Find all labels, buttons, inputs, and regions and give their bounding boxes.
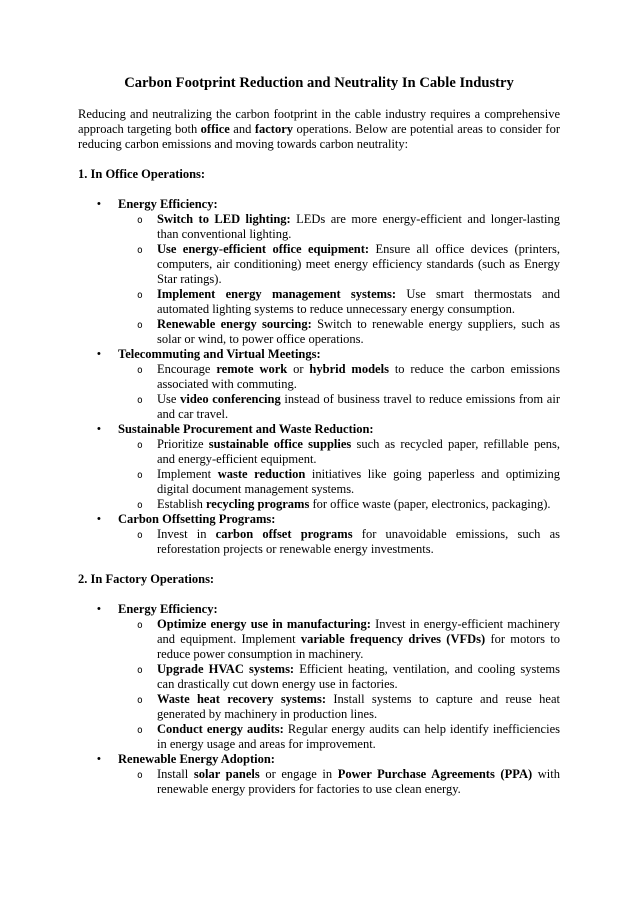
text-run: operations. Below are potential areas to consider for reducing carbon emissions and moving towards carbon neutrality:	[78, 122, 560, 151]
bold-text-run: Use energy-efficient office equipment:	[157, 242, 370, 256]
bold-text-run: hybrid models	[309, 362, 389, 376]
list-item	[78, 422, 560, 437]
bullet-icon: •	[97, 513, 101, 525]
sub-list-item	[78, 662, 560, 692]
bold-text-run: Carbon Offsetting Programs:	[118, 512, 276, 526]
sub-bullet-icon: o	[137, 724, 143, 736]
text-run: Reducing and neutralizing the carbon footprint in the cable industry requires a comprehensive approach targeting both	[78, 107, 560, 136]
sub-list-item-text	[157, 362, 560, 391]
bold-text-run: recycling programs	[205, 497, 310, 511]
text-run: Regular energy audits can help identify inefficiencies in energy usage and areas for improvement.	[157, 722, 560, 751]
sub-list-item	[78, 617, 560, 662]
bold-text-run: Conduct energy audits:	[157, 722, 284, 736]
sub-bullet-icon: o	[137, 664, 143, 676]
sub-list-item	[78, 722, 560, 752]
sub-list-item	[78, 242, 560, 287]
text-run: instead of business travel to reduce emissions from air and car travel.	[157, 392, 560, 421]
bold-text-run: solar panels	[193, 767, 260, 781]
bullet-icon: •	[97, 753, 101, 765]
document-title: Carbon Footprint Reduction and Neutrality In Cable Industry	[124, 75, 514, 91]
bold-text-run: Sustainable Procurement and Waste Reduction:	[118, 422, 374, 436]
bold-text-run: factory	[254, 122, 294, 136]
bold-text-run: Energy Efficiency:	[118, 197, 218, 211]
bold-text-run: sustainable office supplies	[208, 437, 352, 451]
list-item	[78, 512, 560, 527]
bold-text-run: Switch to LED lighting:	[157, 212, 291, 226]
bold-text-run: office	[200, 122, 230, 136]
document-sections	[78, 167, 560, 797]
text-run: with renewable energy providers for factories to use clean energy.	[157, 767, 560, 796]
sub-list-item-text	[157, 212, 560, 241]
list-item-label	[118, 752, 275, 766]
sub-bullet-icon: o	[137, 289, 143, 301]
bold-text-run: Implement energy management systems:	[157, 287, 397, 301]
bold-text-run: carbon offset programs	[215, 527, 353, 541]
bold-text-run: Renewable energy sourcing:	[157, 317, 312, 331]
text-run: or	[287, 362, 310, 376]
text-run: Ensure all office devices (printers, computers, air conditioning) meet energy efficiency standards (such as Energy Star ratings).	[157, 242, 560, 286]
sub-bullet-icon: o	[137, 694, 143, 706]
bold-text-run: Telecommuting and Virtual Meetings:	[118, 347, 321, 361]
list-item-label	[118, 347, 321, 361]
sub-list-item	[78, 497, 560, 512]
sub-bullet-icon: o	[137, 619, 143, 631]
bold-text-run: Optimize energy use in manufacturing:	[157, 617, 371, 631]
sub-bullet-icon: o	[137, 319, 143, 331]
bullet-icon: •	[97, 423, 101, 435]
sub-bullet-icon: o	[137, 244, 143, 256]
sub-list-item-text	[157, 527, 560, 556]
sub-list-item	[78, 767, 560, 797]
text-run: and	[229, 122, 255, 136]
text-run: LEDs are more energy-efficient and longer-lasting than conventional lighting.	[157, 212, 560, 241]
bold-text-run: variable frequency drives (VFDs)	[300, 632, 486, 646]
sub-list-item	[78, 212, 560, 242]
text-run: for office waste (paper, electronics, packaging).	[309, 497, 551, 511]
text-run: Establish	[157, 497, 206, 511]
bold-text-run: Power Purchase Agreements (PPA)	[337, 767, 533, 781]
bullet-icon: •	[97, 198, 101, 210]
bold-text-run: Energy Efficiency:	[118, 602, 218, 616]
text-run: for motors to reduce power consumption in machinery.	[157, 632, 561, 661]
sub-bullet-icon: o	[137, 439, 143, 451]
sub-list-item-text	[157, 287, 560, 316]
list-item-label	[118, 197, 218, 211]
text-run: such as recycled paper, refillable pens, and energy-efficient equipment.	[157, 437, 561, 466]
text-run: Install systems to capture and reuse heat generated by machinery in production lines.	[157, 692, 560, 721]
sub-list-item	[78, 392, 560, 422]
bullet-list	[78, 197, 560, 557]
sub-list-item-text	[157, 467, 560, 496]
bullet-list	[78, 602, 560, 797]
bold-text-run: Waste heat recovery systems:	[157, 692, 326, 706]
text-run: Encourage	[157, 362, 217, 376]
sub-list-item	[78, 527, 560, 557]
sub-bullet-icon: o	[137, 364, 143, 376]
sub-list-item	[78, 317, 560, 347]
text-run: Invest in	[157, 527, 216, 541]
section-heading: 2. In Factory Operations:	[78, 572, 215, 586]
list-item	[78, 752, 560, 767]
sub-list-item	[78, 437, 560, 467]
text-run: Use	[157, 392, 181, 406]
sub-bullet-icon: o	[137, 769, 143, 781]
sub-bullet-icon: o	[137, 469, 143, 481]
text-run: Switch to renewable energy suppliers, such as solar or wind, to power office operations.	[157, 317, 560, 346]
text-run: Invest in energy-efficient machinery and equipment. Implement	[157, 617, 560, 646]
bullet-icon: •	[97, 348, 101, 360]
sub-bullet-icon: o	[137, 529, 143, 541]
text-run: to reduce the carbon emissions associated with commuting.	[157, 362, 560, 391]
text-run: Implement	[157, 467, 218, 481]
sub-list-item-text	[157, 617, 560, 661]
sub-list-item	[78, 362, 560, 392]
bold-text-run: Renewable Energy Adoption:	[118, 752, 275, 766]
sub-list-item-text	[157, 317, 560, 346]
intro-paragraph	[78, 107, 560, 152]
sub-list-item-text	[157, 662, 560, 691]
sub-list-item	[78, 467, 560, 497]
section-heading: 1. In Office Operations:	[78, 167, 206, 181]
sub-list-item-text	[157, 692, 560, 721]
list-item-label	[118, 422, 374, 436]
list-item	[78, 602, 560, 617]
sub-list-item-text	[157, 722, 560, 751]
text-run: initiatives like going paperless and optimizing digital document management systems.	[157, 467, 561, 496]
bold-text-run: remote work	[216, 362, 288, 376]
bullet-icon: •	[97, 603, 101, 615]
sub-list-item	[78, 287, 560, 317]
text-run: Install	[157, 767, 194, 781]
text-run: Use smart thermostats and automated lighting systems to reduce unnecessary energy consumption.	[157, 287, 561, 316]
bold-text-run: waste reduction	[217, 467, 306, 481]
sub-bullet-icon: o	[137, 214, 143, 226]
text-run: Prioritize	[157, 437, 209, 451]
sub-list-item-text	[157, 242, 560, 286]
list-item	[78, 347, 560, 362]
sub-bullet-icon: o	[137, 499, 143, 511]
text-run: or engage in	[259, 767, 338, 781]
sub-list-item-text	[157, 392, 560, 421]
list-item	[78, 197, 560, 212]
list-item-label	[118, 512, 275, 526]
sub-list-item	[78, 692, 560, 722]
text-run: Efficient heating, ventilation, and cooling systems can drastically cut down energy use in factories.	[157, 662, 560, 691]
sub-list-item-text	[157, 767, 560, 796]
sub-bullet-icon: o	[137, 394, 143, 406]
bold-text-run: Upgrade HVAC systems:	[157, 662, 295, 676]
sub-list-item-text	[157, 497, 550, 511]
text-run: for unavoidable emissions, such as reforestation projects or renewable energy investments.	[157, 527, 560, 556]
list-item-label	[118, 602, 218, 616]
sub-list-item-text	[157, 437, 560, 466]
bold-text-run: video conferencing	[180, 392, 281, 406]
